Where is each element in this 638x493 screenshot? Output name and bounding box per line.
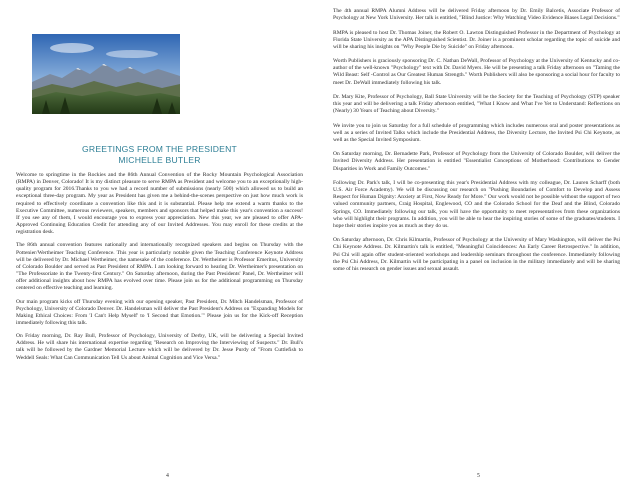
page-number-left: 4 [166,473,169,479]
friday-morning-paragraph: On Friday morning, Dr. Ray Bull, Professor of Psychology, University of Derby, UK, will be delivering a Special Invited Address. He will share his international expertise regarding "Research on Improving the Interviewing of Suspects." Dr. Bull's talk will be followed by the Gardner Memorial Lecture which will be delivered by Dr. Jesse Purdy of "From Cuttlefish to Weddell Seals: What Can Communication Tell Us about Animal Cognition and Vice Versa." [16,333,303,361]
saturday-program-paragraph: We invite you to join us Saturday for a full schedule of programming which includes numerous oral and poster presentations as well as a series of Invited Talks which include the Presidential Address, the Diversity Lecture, the Invited Psi Chi Keynote, as well as the Special Invited Symposium. [333,122,620,143]
opening-speaker-paragraph: Our main program kicks off Thursday evening with our opening speaker, Past President, Dr. Mitch Handelsman, Professor of Psychology, University of Colorado Denver. Dr. Handelsman will deliver the Past President's Address on "Expanding Models for Making Ethical Choices: From 'I Can't Help Myself' to 'I Second that Emotion.'" Please join us for the Kick-off Reception immediately following this talk. [16,298,303,326]
alumni-address-paragraph: The 4th annual RMPA Alumni Address will be delivered Friday afternoon by Dr. Emily Balcetis, Associate Professor of Psychology at New York University. Her talk is entitled, "Blind Justice: Why Watching Video Evidence Biases Legal Decisions." [333,8,620,22]
diversity-address-paragraph: On Saturday morning, Dr. Bernadette Park, Professor of Psychology from the University of Colorado Boulder, will deliver the Invited Diversity Address. Her presentation is entitled "Essentialist Conceptions of Motherhood: Contributions to Gender Disparities in Work and Family Outcomes." [333,151,620,172]
welcome-paragraph: Welcome to springtime in the Rockies and the 86th Annual Convention of the Rocky Mountain Psychological Association (RMPA) in Denver, Colorado! It is my distinct pleasure to serve RMPA as President and welcome you to an exceptionally high-quality program for 2016.Thanks to you we had a record number of submissions (nearly 500) which allowed us to build an exceptional three-day program. My year as President has given me a behind-the-scenes perspective on just how much work is required to effectively coordinate a convention like this and it is substantial. Please help me extend a warm thanks to the Executive Committee, numerous reviewers, speakers, members and sponsors that helped make this year's convention a success! If you see any of them, I would encourage you to express your appreciation. New this year, we are pleased to offer APA-Approved Continuing Education Credit for attending any of our Invited Addresses. You may enroll for these credits at the registration desk. [16,172,303,236]
right-page [319,0,638,493]
page-number-right: 5 [477,473,480,479]
teaching-conference-paragraph: The 86th annual convention features nationally and internationally recognized speakers and begins on Thursday with the Pottenier/Wertheimer Teaching Conference. This year is particularly notable given the Teaching Conference Keynote Address will be delivered by Dr. Michael Wertheimer, the namesake of the conference. Dr. Wertheimer is Professor Emeritus, University of Colorado Boulder and served as Past President of RMPA. I am looking forward to hearing Dr. Wertheimer's presentation on "The Professoriate in the Twenty-first Century." On Saturday afternoon, during the Past Presidents' Panel, Dr. Wertheimer will offer additional insights about how RMPA has evolved over time. Please join us for the additional programming on Thursday centered on effective teaching and learning. [16,242,303,292]
stp-speaker-paragraph: Dr. Mary Kite, Professor of Psychology, Ball State University will be the Society for the Teaching of Psychology (STP) speaker this year and will be delivering a talk Friday afternoon entitled, "What I Know and What I've Yet to Understand: Reflections on (Nearly) 30 Years of Teaching about Diversity." [333,93,620,115]
psi-chi-keynote-paragraph: On Saturday afternoon, Dr. Chris Kilmartin, Professor of Psychology at the University of Mary Washington, will deliver the Psi Chi Keynote Address. Dr. Kilmartin's talk is entitled, "Meaningful Coincidences: An Early Career Retrospective." In addition, Psi Chi will again offer student-oriented workshops and leadership seminars throughout the conference. Immediately following the Psi Chi Address, Dr. Kilmartin will be participating in a panel on inclusion in the military immediately and will be sharing some of his research on gender issues and sexual assault. [333,237,620,272]
greetings-heading [16,144,303,166]
heading-title: GREETINGS FROM THE PRESIDENT [82,144,237,154]
mountain-landscape-photo [32,34,180,114]
distinguished-scientist-paragraph: RMPA is pleased to host Dr. Thomas Joiner, the Robert O. Lawton Distinguished Professor in the Department of Psychology at Florida State University as the APA Distinguished Scientist. Dr. Joiner is a prominent scholar regarding the topic of suicide and will be sharing his insights on "Why People Die by Suicide" on Friday afternoon. [333,29,620,50]
mountain-landscape-illustration [32,34,180,114]
worth-publishers-paragraph: Worth Publishers is graciously sponsoring Dr. C. Nathan DeWall, Professor of Psychology at the University of Kentucky and co-author of the well-known "Psychology" text with Dr. David Myers. He will be presenting a talk Friday afternoon on "Taming the Wild Beast: Self -Control as Our Greatest Human Strength." Worth Publishers will also be sponsoring a social hour for faculty to meet Dr. DeWall immediately following his talk. [333,58,620,86]
presidential-address-paragraph: Following Dr. Park's talk, I will be co-presenting this year's Presidential Address with my colleague, Dr. Lauren Scharff (both U.S. Air Force Academy). We will be discussing our research on "Pushing Boundaries of Comfort to Develop and Assess Respect for Human Dignity: Anxiety at First, Now Ready for More." Our work would not be possible without the support of two valued community partners, Craig Hospital, Englewood, CO and the Colorado School for the Deaf and the Blind, Colorado Springs, CO. Immediately following our talk, you will have the opportunity to meet representatives from these organizations who will highlight their programs. In addition, you will be able to hear the inspiring stories of some of the graduates/students. I hope their stories inspire you as much as they do us. [333,179,620,229]
heading-president-name: MICHELLE BUTLER [118,155,201,165]
